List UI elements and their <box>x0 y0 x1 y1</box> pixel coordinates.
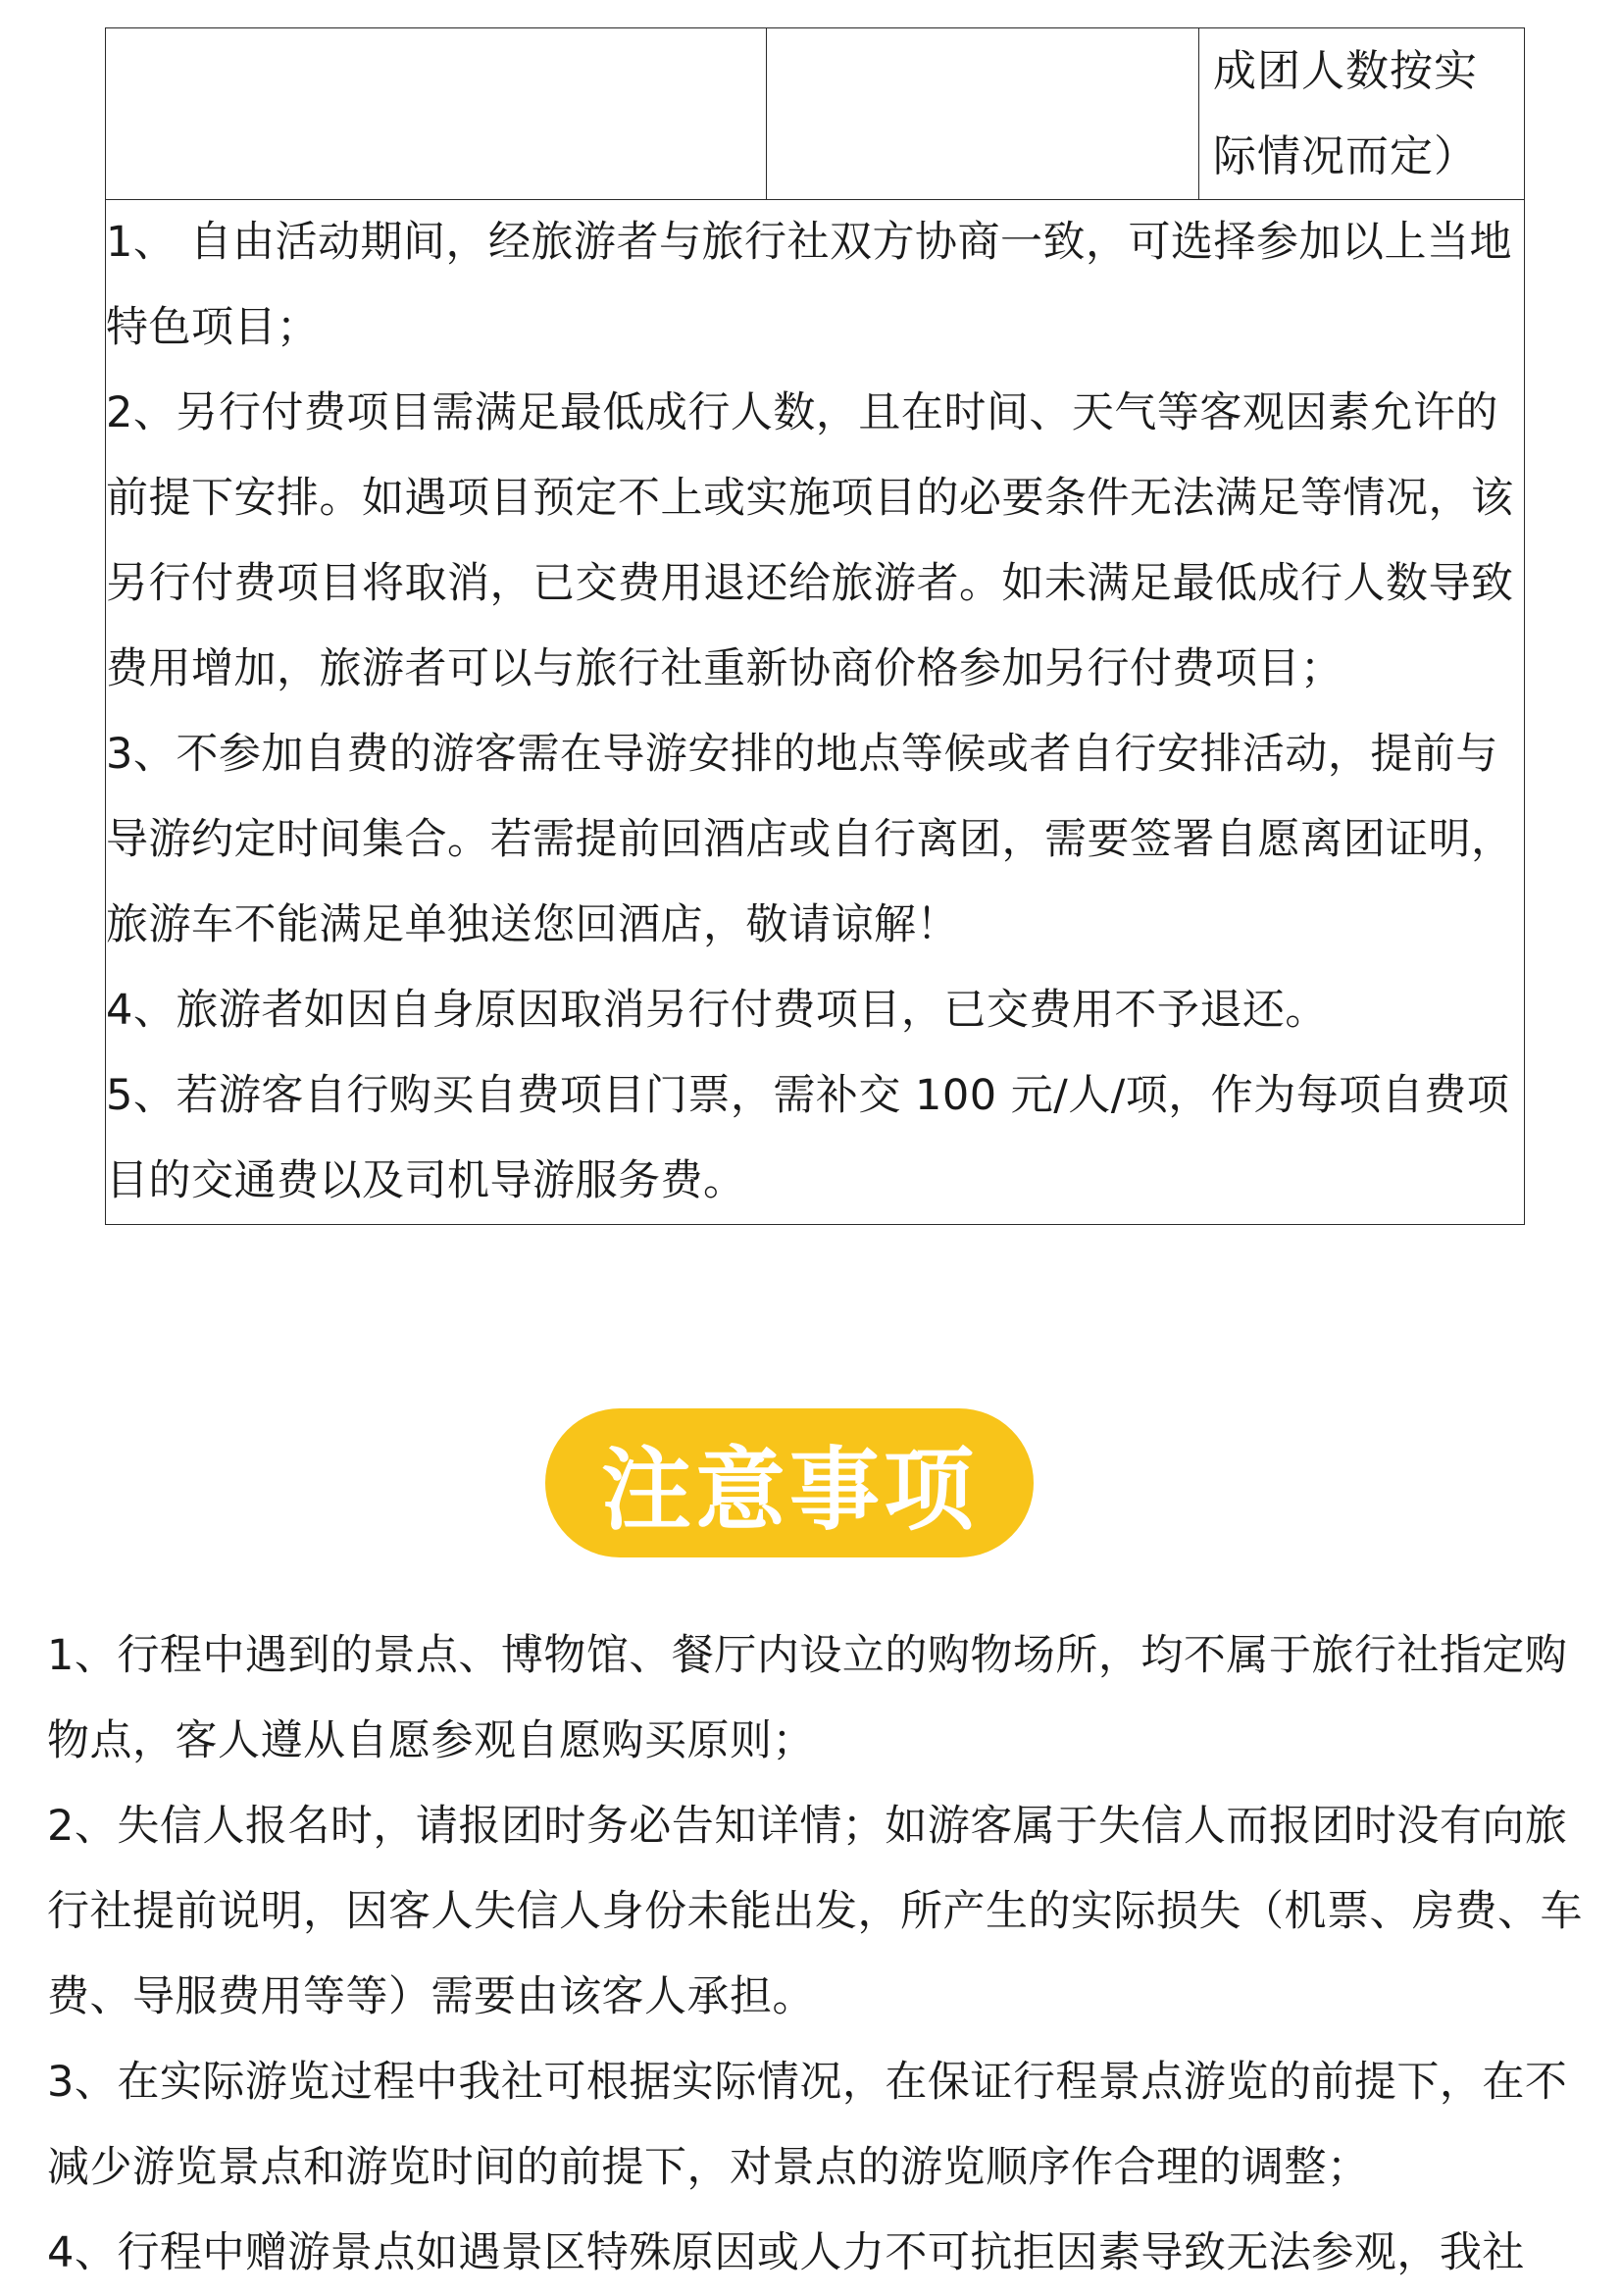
notice-item: 4、行程中赠游景点如遇景区特殊原因或人力不可抗拒因素导致无法参观，我社 <box>47 2228 1525 2277</box>
note-item: 4、旅游者如因自身原因取消另行付费项目，已交费用不予退还。 <box>106 986 1328 1035</box>
remark-text: 成团人数按实际情况而定） <box>1213 46 1478 181</box>
notice-item: 3、在实际游览过程中我社可根据实际情况，在保证行程景点游览的前提下，在不减少游览景点和游览时间的前提下，对景点的游览顺序作合理的调整； <box>47 2058 1568 2192</box>
table-cell <box>767 28 1199 200</box>
notices-list <box>47 1613 1587 2296</box>
table-row-notes <box>106 200 1525 1225</box>
notes-cell <box>106 200 1525 1225</box>
table-cell <box>106 28 767 200</box>
optional-items-table <box>105 27 1525 1225</box>
note-item: 1、 自由活动期间，经旅游者与旅行社双方协商一致，可选择参加以上当地特色项目； <box>106 218 1513 352</box>
section-title-badge <box>545 1408 1034 1557</box>
note-item: 5、若游客自行购买自费项目门票，需补交 100 元/人/项，作为每项自费项目的交通费以及司机导游服务费。 <box>106 1071 1510 1205</box>
notice-item: 2、失信人报名时，请报团时务必告知详情；如游客属于失信人而报团时没有向旅行社提前说明，因客人失信人身份未能出发，所产生的实际损失（机票、房费、车费、导服费用等等）需要由该客人承担。 <box>47 1802 1583 2021</box>
notice-item: 1、行程中遇到的景点、博物馆、餐厅内设立的购物场所，均不属于旅行社指定购物点，客人遵从自愿参观自愿购买原则； <box>47 1631 1568 1765</box>
table-cell-remark <box>1199 28 1525 200</box>
table-row <box>106 28 1525 200</box>
section-title: 注意事项 <box>600 1437 978 1543</box>
note-item: 2、另行付费项目需满足最低成行人数，且在时间、天气等客观因素允许的前提下安排。如遇项目预定不上或实施项目的必要条件无法满足等情况，该另行付费项目将取消，已交费用退还给旅游者。如未满足最低成行人数导致费用增加，旅游者可以与旅行社重新协商价格参加另行付费项目； <box>106 388 1514 693</box>
note-item: 3、不参加自费的游客需在导游安排的地点等候或者自行安排活动，提前与导游约定时间集合。若需提前回酒店或自行离团，需要签署自愿离团证明，旅游车不能满足单独送您回酒店，敬请谅解！ <box>106 730 1514 949</box>
